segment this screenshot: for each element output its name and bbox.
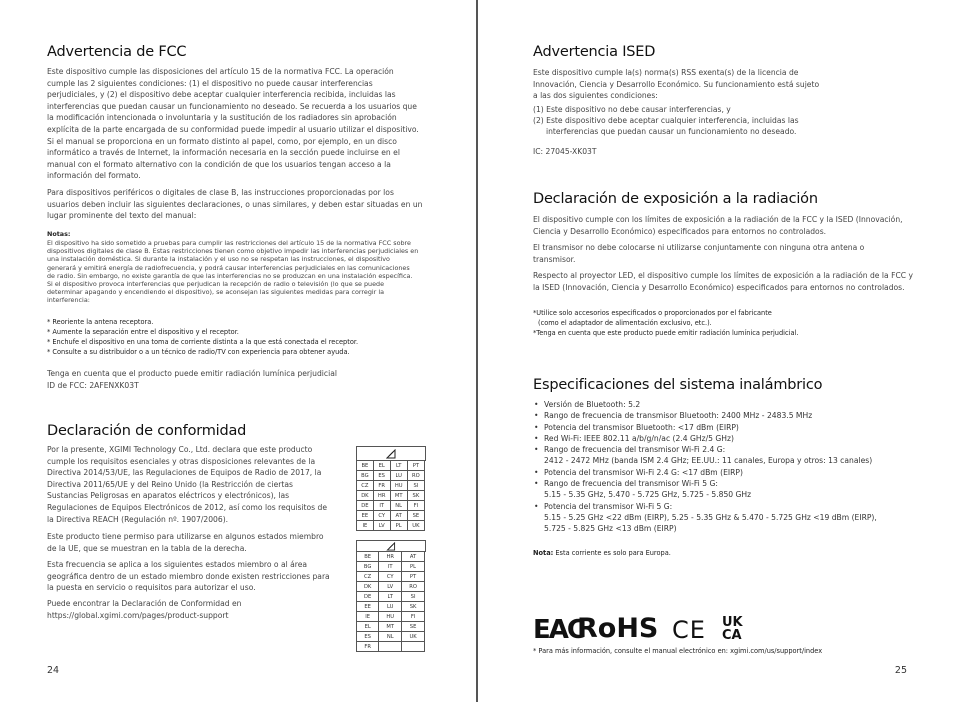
conformidad-title: Declaración de conformidad <box>47 423 247 439</box>
country-cell: IT <box>379 562 402 572</box>
country-cell: LT <box>379 592 402 602</box>
country-cell: BG <box>357 562 379 572</box>
country-cell: CZ <box>357 481 374 491</box>
spec-line: 2412 - 2472 MHz (banda ISM 2.4 GHz; EE.UU.: 11 canales, Europa y otros: 13 canales) <box>544 456 873 466</box>
country-cell: FI <box>402 612 425 622</box>
country-cell: DK <box>357 582 379 592</box>
conformidad-paragraph-1: Por la presente, XGIMI Technology Co., Ltd. declara que este producto cumple los requisitos esenciales y otras disposiciones relevantes de la Directiva 2014/53/UE, las Regulaciones de Equipos de Radio de 2017, la Directiva 2011/65/UE y del Reino Unido (la Restricción de ciertas Sustancias Peligrosas en aparatos eléctricos y electrónicos), las Regulaciones de Equipos Electrónicos de 2012, así como los requisitos de la Directiva REACH (Regulación nº. 1907/2006). <box>47 445 328 524</box>
spec-line: 5.15 - 5.35 GHz, 5.470 - 5.725 GHz, 5.725 - 5.850 GHz <box>544 490 752 500</box>
country-cell: EE <box>357 511 374 521</box>
country-cell: DE <box>357 592 379 602</box>
spec-line: • Rango de frecuencia del transmisor Wi-Fi 5 G: <box>544 479 718 489</box>
fcc-title: Advertencia de FCC <box>47 44 187 60</box>
spec-line: • Versión de Bluetooth: 5.2 <box>544 400 641 409</box>
nota <box>533 548 671 558</box>
country-cell: UK <box>407 521 424 531</box>
conformidad-paragraph-4: Puede encontrar la Declaración de Conformidad en https://global.xgimi.com/pages/product-support <box>47 599 242 620</box>
radiacion-paragraph-1: El dispositivo cumple con los límites de exposición a la radiación de la FCC y la ISED (Innovación, Ciencia y Desarrollo Económico) especificados para entornos no controlados. <box>533 215 903 236</box>
country-cell: LV <box>373 521 390 531</box>
right-page <box>478 0 954 702</box>
conformidad-paragraph-3: Esta frecuencia se aplica a los siguientes estados miembro o al área geográfica dentro de un estado miembro donde existen restricciones para la puesta en servicio o requisitos para autorizar el uso. <box>47 560 330 593</box>
country-cell: LU <box>379 602 402 612</box>
country-cell <box>379 642 402 652</box>
conformidad-paragraph-2: Este producto tiene permiso para utilizarse en algunos estados miembro de la UE, que se muestran en la tabla de la derecha. <box>47 532 324 553</box>
country-row <box>357 572 425 582</box>
radiacion-note-1b: (como el adaptador de alimentación exclusivo, etc.). <box>538 319 712 327</box>
country-cell: MT <box>379 622 402 632</box>
country-row <box>357 642 425 652</box>
measure-2: * Aumente la separación entre el dispositivo y el receptor. <box>47 328 239 336</box>
spec-line: • Potencia del transmisor Bluetooth: <17 dBm (EIRP) <box>544 422 739 432</box>
country-row <box>357 491 425 501</box>
page-number-right: 25 <box>894 665 907 676</box>
country-cell: BE <box>357 461 374 471</box>
country-cell: LT <box>390 461 407 471</box>
country-cell: EL <box>373 461 390 471</box>
country-cell: FR <box>373 481 390 491</box>
country-cell: AT <box>390 511 407 521</box>
rohs-mark: RoHS <box>577 613 659 644</box>
country-cell: PT <box>402 572 425 582</box>
spec-line: • Potencia del transmisor Wi-Fi 5 G: <box>544 501 673 511</box>
spec-line: 5.15 - 5.25 GHz <22 dBm (EIRP), 5.25 - 5.35 GHz & 5.470 - 5.725 GHz <19 dBm (EIRP), <box>544 512 877 522</box>
country-cell: EL <box>357 622 379 632</box>
spec-line: • Rango de frecuencia del transmisor Wi-Fi 2.4 G: <box>544 445 726 455</box>
country-cell: SK <box>407 491 424 501</box>
country-cell: CZ <box>357 572 379 582</box>
country-cell: RO <box>407 471 424 481</box>
ukca-top: UK <box>722 615 743 630</box>
country-cell: SE <box>407 511 424 521</box>
country-cell: AT <box>402 552 425 562</box>
country-row <box>357 622 425 632</box>
country-cell: HU <box>390 481 407 491</box>
country-row <box>357 562 425 572</box>
wireless-spec-list <box>533 399 923 535</box>
spec-item <box>533 478 923 501</box>
country-cell: EE <box>357 602 379 612</box>
fcc-id: ID de FCC: 2AFENXK03T <box>47 381 139 390</box>
spec-line: • Rango de frecuencia de transmisor Bluetooth: 2400 MHz - 2483.5 MHz <box>544 411 813 421</box>
nota-label: Nota: <box>533 549 554 557</box>
country-cell: FR <box>357 642 379 652</box>
measure-3: * Enchufe el dispositivo en una toma de corriente distinta a la que está conectada el receptor. <box>47 338 359 346</box>
radiacion-paragraph-3: Respecto al proyector LED, el dispositivo cumple los límites de exposición a la radiación de la FCC y la ISED (Innovación, Ciencia y Desarrollo Económico) especificados para entornos no controlados. <box>533 271 913 292</box>
country-row <box>357 552 425 562</box>
measure-1: * Reoriente la antena receptora. <box>47 318 154 326</box>
country-cell: IE <box>357 521 374 531</box>
country-cell: IE <box>357 612 379 622</box>
radiation-note: Tenga en cuenta que el producto puede emitir radiación lumínica perjudicial <box>47 369 337 378</box>
ised-condition-2a: (2) Este dispositivo debe aceptar cualquier interferencia, incluidas las <box>533 116 799 125</box>
country-cell: PT <box>407 461 424 471</box>
wifi-5g-restriction-icon <box>386 542 396 551</box>
ised-paragraph: Este dispositivo cumple la(s) norma(s) RSS exenta(s) de la licencia de Innovación, Ciencia y Desarrollo Económico. Su funcionamiento está sujeto a las dos siguientes condiciones: <box>533 68 820 101</box>
footnote: * Para más información, consulte el manual electrónico en: xgimi.com/us/support/index <box>533 647 823 655</box>
country-row <box>357 582 425 592</box>
spec-line: • Potencia del transmisor Wi-Fi 2.4 G: <17 dBm (EIRP) <box>544 467 743 477</box>
measure-4: * Consulte a su distribuidor o a un técnico de radio/TV con experiencia para obtener ayuda. <box>47 348 350 356</box>
country-cell: DE <box>357 501 374 511</box>
country-cell: BG <box>357 471 374 481</box>
country-cell: SI <box>402 592 425 602</box>
country-cell: DK <box>357 491 374 501</box>
notes-title: Notas: <box>47 230 71 238</box>
country-cell: HR <box>379 552 402 562</box>
radiacion-note-2: *Tenga en cuenta que este producto puede emitir radiación lumínica perjudicial. <box>533 329 799 337</box>
country-row <box>357 521 425 531</box>
country-cell: IT <box>373 501 390 511</box>
country-row <box>357 511 425 521</box>
spec-line: • Red Wi-Fi: IEEE 802.11 a/b/g/n/ac (2.4 GHz/5 GHz) <box>544 433 734 443</box>
ised-title: Advertencia ISED <box>533 44 656 60</box>
notes-body: El dispositivo ha sido sometido a pruebas para cumplir las restricciones del artículo 15 de la normativa FCC sobre dispositivos digitales de clase B. Estas restricciones tienen como objetivo impedir las interferencias perjudiciales en una instalación doméstica. Si durante la instalación y el uso no se respetan las instrucciones, el dispositivo generará y emitirá energía de radiofrecuencia, y podrá causar interferencias perjudiciales en las comunicaciones de radio. Sin embargo, no existe garantía de que las interferencias no se produzcan en una instalación específica. Si el dispositivo provoca interferencias que perjudican la recepción de radio o televisión (lo que se puede determinar apagando y encendiendo el dispositivo), se aconsejan las siguientes medidas para corregir la interferencia: <box>47 239 419 305</box>
spec-item <box>533 444 923 467</box>
country-row <box>357 501 425 511</box>
spec-item <box>533 410 923 421</box>
country-table-1 <box>356 460 425 531</box>
country-cell: LU <box>390 471 407 481</box>
country-cell: PL <box>402 562 425 572</box>
country-cell: MT <box>390 491 407 501</box>
inalambrico-title: Especificaciones del sistema inalámbrico <box>533 377 823 393</box>
country-cell: SI <box>407 481 424 491</box>
ised-condition-1: (1) Este dispositivo no debe causar interferencias, y <box>533 105 731 114</box>
country-cell: UK <box>402 632 425 642</box>
country-cell <box>402 642 425 652</box>
country-row <box>357 612 425 622</box>
country-cell: NL <box>379 632 402 642</box>
country-cell: HR <box>373 491 390 501</box>
country-cell: ES <box>373 471 390 481</box>
country-cell: LV <box>379 582 402 592</box>
country-cell: SK <box>402 602 425 612</box>
radiacion-note-1a: *Utilice solo accesorios especificados o proporcionados por el fabricante <box>533 309 772 317</box>
radiacion-paragraph-2: El transmisor no debe colocarse ni utilizarse conjuntamente con ninguna otra antena o transmisor. <box>533 243 865 264</box>
fcc-paragraph-1: Este dispositivo cumple las disposiciones del artículo 15 de la normativa FCC. La operación cumple las 2 siguientes condiciones: (1) el dispositivo no puede causar interferencias perjudiciales, y (2) el dispositivo debe aceptar cualquier interferencia recibida, incluidas las interferencias que puedan causar un funcionamiento no deseado. Se recuerda a los usuarios que la modificación intencionada o involuntaria y la sustitución de los radiadores sin aprobación explícita de la parte encargada de su conformidad puede impedir al usuario utilizar el dispositivo. Si el manual se proporciona en un formato distinto al papel, como, por ejemplo, en un disco informático a través de Internet, la información necesaria en la sección puede incluirse en el manual con el formato alternativo con la condición de que los usuarios tengan acceso a la información del formato. <box>47 67 419 181</box>
spec-item <box>533 467 923 478</box>
ukca-mark <box>722 616 748 642</box>
fcc-paragraph-2: Para dispositivos periféricos o digitales de clase B, las instrucciones proporcionadas por los usuarios deben incluir las siguientes declaraciones, o unas similares, y deben estar situadas en un lugar prominente del texto del manual: <box>47 188 423 221</box>
page-number-left: 24 <box>47 665 60 676</box>
country-row <box>357 481 425 491</box>
spec-line: 5.725 - 5.825 GHz <13 dBm (EIRP) <box>544 524 677 534</box>
ised-condition-2b: interferencias que puedan causar un funcionamiento no deseado. <box>546 127 797 136</box>
country-row <box>357 592 425 602</box>
country-table-1-header <box>356 446 426 461</box>
spec-item <box>533 399 923 410</box>
ukca-bottom: CA <box>722 628 742 643</box>
nota-text: Esta corriente es solo para Europa. <box>553 549 671 557</box>
country-row <box>357 632 425 642</box>
country-cell: NL <box>390 501 407 511</box>
eac-mark: EAC <box>533 615 584 645</box>
ce-mark: CE <box>672 616 706 644</box>
country-row <box>357 471 425 481</box>
country-row <box>357 461 425 471</box>
country-row <box>357 602 425 612</box>
left-page <box>0 0 476 702</box>
country-table-2 <box>356 551 425 652</box>
country-cell: FI <box>407 501 424 511</box>
country-cell: PL <box>390 521 407 531</box>
radiacion-title: Declaración de exposición a la radiación <box>533 191 818 207</box>
country-cell: RO <box>402 582 425 592</box>
country-cell: ES <box>357 632 379 642</box>
country-cell: SE <box>402 622 425 632</box>
spec-item <box>533 501 923 535</box>
country-cell: BE <box>357 552 379 562</box>
spec-item <box>533 433 923 444</box>
country-cell: CY <box>373 511 390 521</box>
country-cell: CY <box>379 572 402 582</box>
spec-item <box>533 422 923 433</box>
country-cell: HU <box>379 612 402 622</box>
ic-number: IC: 27045-XK03T <box>533 147 597 156</box>
wifi-restriction-icon <box>386 449 396 459</box>
